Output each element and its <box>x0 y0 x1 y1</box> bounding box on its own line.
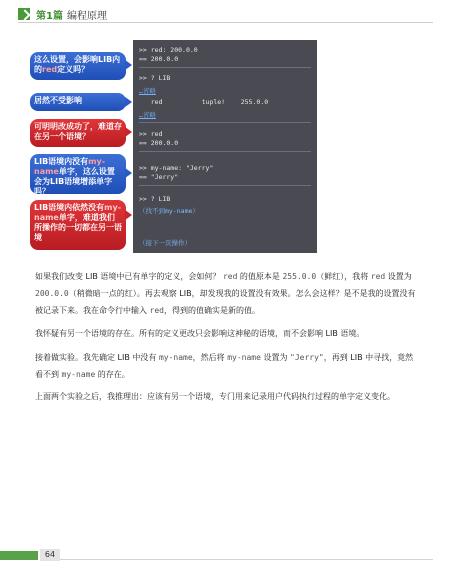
callout-pointer <box>125 210 132 220</box>
page-number: 64 <box>40 549 60 561</box>
console-separator <box>139 185 311 186</box>
chapter-label: 第1篇 <box>36 11 63 22</box>
paragraph-1: 如果我们改变 LIB 语境中已有单字的定义，会如何？ red 的值原本是 255.0.0（鲜红），我将 red 设置为 200.0.0（稍微暗一点的红）。再去观察 LIB，却发现我的设置没有效果。怎么会这样？是不是我的设置没有被记录下来。我在命令行中输入 red，得到的值确实是新的值。 <box>35 272 416 315</box>
console-screenshot <box>133 40 317 253</box>
footer-accent-bar <box>0 551 38 560</box>
console-line: >> ? LIB <box>139 195 171 203</box>
paragraph-3: 接着做实验。我先确定 LIB 中没有 my-name，然后将 my-name 设置为 "Jerry"，再到 LIB 中寻找，竟然看不到 my-name 的存在。 <box>35 353 414 379</box>
console-line: （接下一页操作） <box>139 239 191 247</box>
console-line: red tuple! 255.0.0 <box>139 98 269 106</box>
console-line: == 200.0.0 <box>139 139 179 147</box>
footer-divider <box>60 559 433 560</box>
callout-pointer <box>125 127 132 137</box>
console-line: …省略 <box>139 87 156 95</box>
callout-bubble: LIB语境内依然没有my-name单字，难道我们所操作的一切都在另一语境 <box>30 200 126 250</box>
console-line: == 200.0.0 <box>139 55 179 63</box>
console-line: >> ? LIB <box>139 74 171 82</box>
console-separator <box>139 151 311 152</box>
console-line: >> red: 200.0.0 <box>139 46 198 54</box>
page-header <box>0 0 450 28</box>
console-line: …省略 <box>139 111 156 119</box>
callout-pointer <box>125 60 132 70</box>
callout-bubble: 居然不受影响 <box>30 93 126 111</box>
console-line: >> red <box>139 130 163 138</box>
console-separator <box>139 122 311 123</box>
paragraph-2: 我怀疑有另一个语境的存在。所有的定义更改只会影响这神秘的语境，而不会影响 LIB 语境。 <box>35 329 365 338</box>
chapter-title: 编程原理 <box>67 11 107 22</box>
chapter-icon <box>18 8 30 20</box>
header-divider <box>18 22 433 23</box>
paragraph-4: 上面两个实验之后，我推理出：应该有另一个语境，专门用来记录用户代码执行过程的单字定义变化。 <box>35 392 395 401</box>
callout-pointer <box>125 97 132 107</box>
console-line: == "Jerry" <box>139 173 179 181</box>
callout-bubble: 可明明改成功了，难道存在另一个语境？ <box>30 119 126 147</box>
callout-pointer <box>125 168 132 178</box>
console-line: >> my-name: "Jerry" <box>139 164 214 172</box>
callout-bubble: 这么设置，会影响LIB内的red定义吗？ <box>30 52 126 80</box>
console-separator <box>139 67 311 68</box>
console-line: （找不到my-name） <box>139 207 199 215</box>
callout-bubble: LIB语境内没有my-name单字，这么设置会为LIB语境增添单字吗？ <box>30 154 126 194</box>
